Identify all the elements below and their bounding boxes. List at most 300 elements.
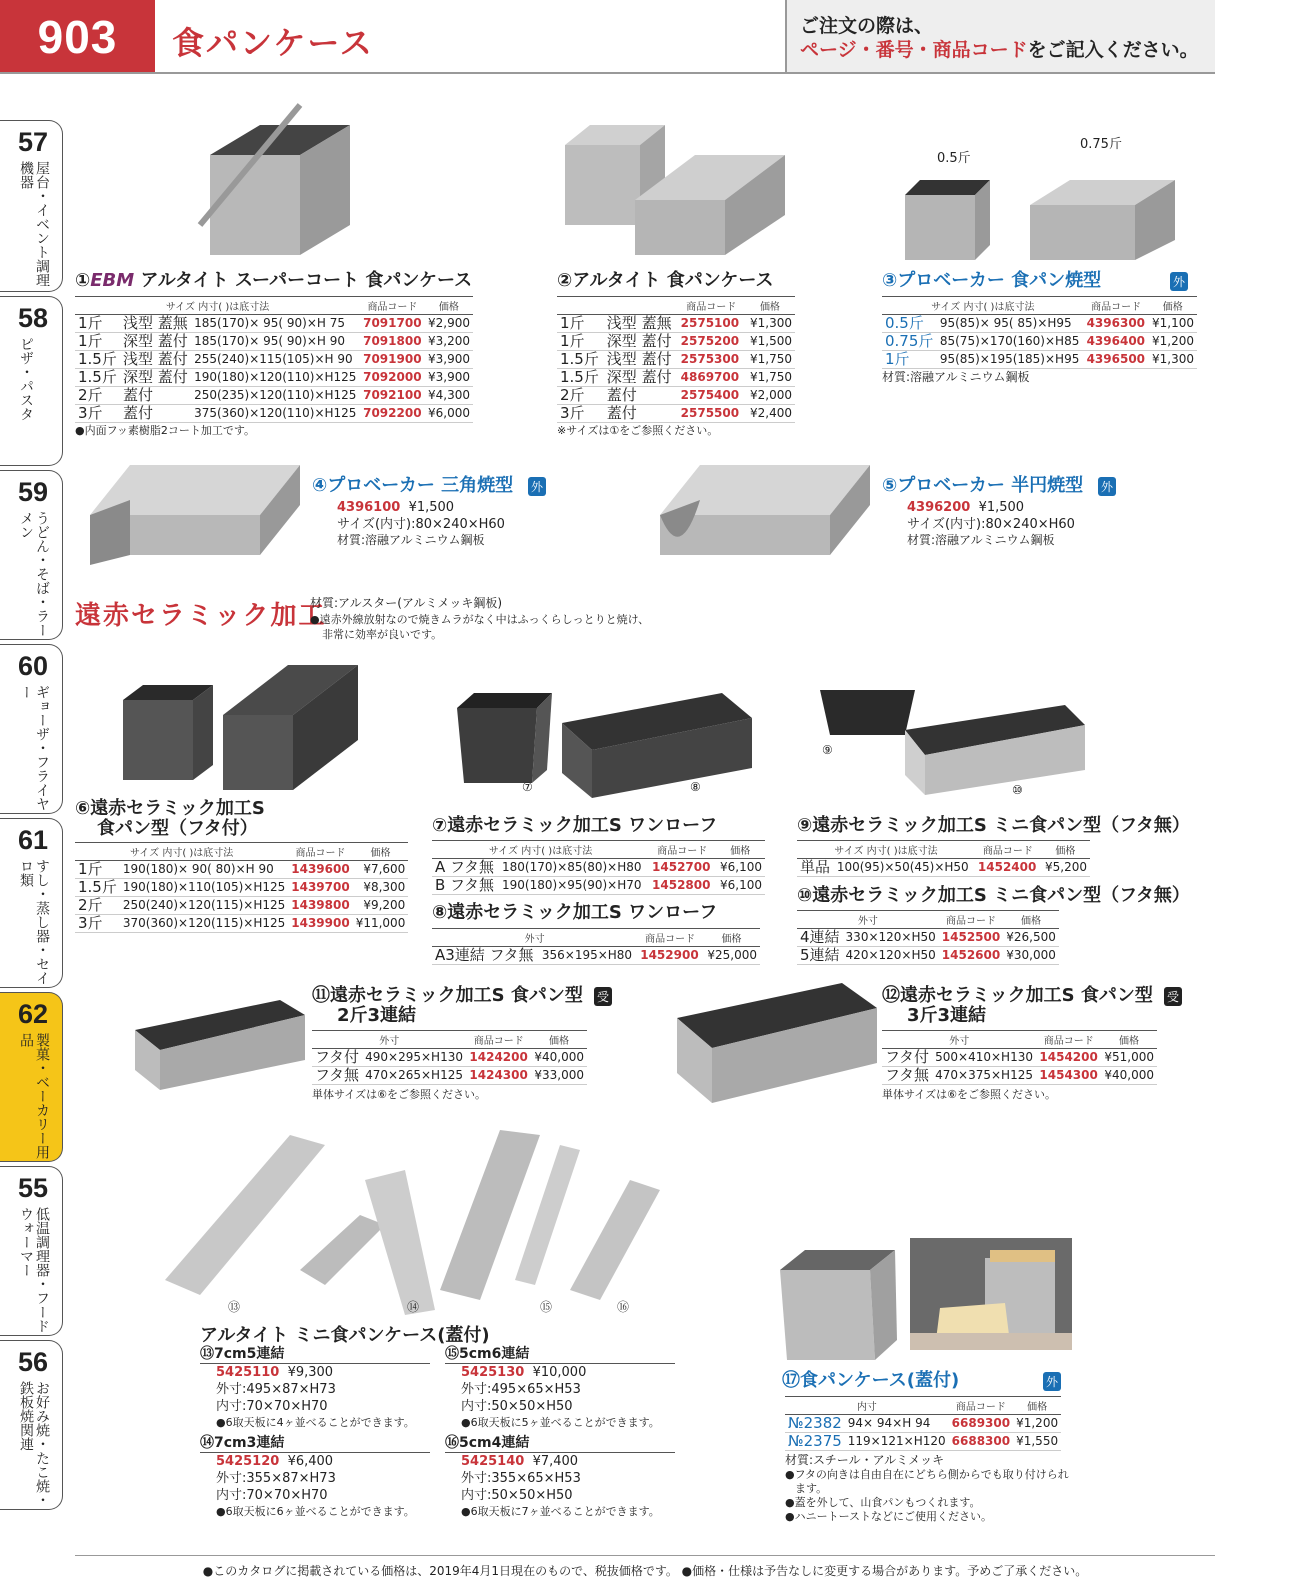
table-row <box>312 1067 587 1085</box>
table-row <box>557 387 795 405</box>
table-cell: 490×295×H130 <box>362 1049 466 1067</box>
table-row <box>557 351 795 369</box>
order-notice <box>785 0 1215 74</box>
table-cell: 浅型 蓋無 <box>120 315 191 333</box>
product-2-title: ②アルタイト 食パンケース <box>557 270 774 291</box>
mini-item-inner: 内寸:50×50×H50 <box>461 1399 573 1414</box>
table-row <box>432 859 765 877</box>
tab-number: 55 <box>18 1173 49 1203</box>
table-cell: 190(180)×95(90)×H70 <box>499 877 649 895</box>
mini-item-head: ⑭7cm3連結 <box>200 1435 430 1453</box>
product-17-table <box>785 1396 1061 1451</box>
page-number: 903 <box>0 0 155 74</box>
table-cell: 6689300 <box>949 1415 1013 1433</box>
table-cell: ¥1,100 <box>1149 315 1197 333</box>
table-cell: ¥11,000 <box>353 915 409 933</box>
table-cell: 1452800 <box>649 877 715 895</box>
table-row <box>75 333 473 351</box>
table-cell: 2575200 <box>678 333 745 351</box>
table-cell: 470×375×H125 <box>932 1067 1036 1085</box>
table-row <box>797 929 1059 947</box>
tab-label: ギョーザ・フライヤー <box>18 685 50 811</box>
table-cell: ¥1,300 <box>745 315 795 333</box>
p12-head-code: 商品コード <box>1036 1031 1101 1049</box>
table-cell: 浅型 蓋無 <box>604 315 678 333</box>
p1-head-size: サイズ 内寸( )は底寸法 <box>75 297 360 315</box>
p7-head-price: 価格 <box>715 841 765 859</box>
table-row <box>312 1049 587 1067</box>
table-cell: フタ無 <box>882 1067 932 1085</box>
product-1-title-pre: ① <box>75 270 91 291</box>
table-cell: 蓋付 <box>604 387 678 405</box>
table-cell: A3連結 フタ無 <box>432 947 539 965</box>
outlet-badge-icon: 外 <box>1043 1372 1061 1391</box>
table-row <box>75 879 408 897</box>
p8-body <box>432 947 760 965</box>
product-4-title: ④プロベーカー 三角焼型 <box>312 475 514 496</box>
product-11-note: 単体サイズは⑥をご参照ください。 <box>312 1088 486 1101</box>
table-cell: ¥30,000 <box>1003 947 1059 965</box>
tab-number: 57 <box>18 127 49 157</box>
product-1-title <box>75 270 472 292</box>
p12-body <box>882 1049 1157 1085</box>
p9-body <box>797 859 1090 877</box>
p11-head-size: 外寸 <box>312 1031 466 1049</box>
notice-divider <box>785 0 787 74</box>
table-cell: 深型 蓋付 <box>120 333 191 351</box>
product-11-title1: ⑪遠赤セラミック加工S 食パン型 <box>312 985 583 1006</box>
table-cell: 蓋付 <box>604 405 678 423</box>
mini-cases-image <box>160 1120 670 1320</box>
table-cell: 0.75斤 <box>882 333 937 351</box>
section-tab-61[interactable] <box>0 818 63 988</box>
table-cell: 7091900 <box>360 351 425 369</box>
p9-head-code: 商品コード <box>975 841 1041 859</box>
table-cell: 2斤 <box>557 387 604 405</box>
table-cell: ¥1,300 <box>1149 351 1197 369</box>
product-9-title: ⑨遠赤セラミック加工S ミニ食パン型（フタ無） <box>797 815 1190 836</box>
table-row <box>882 315 1197 333</box>
table-cell: ¥1,750 <box>745 369 795 387</box>
table-cell: 1.5斤 <box>75 351 120 369</box>
table-cell: 浅型 蓋付 <box>120 351 191 369</box>
product-6-title1: ⑥遠赤セラミック加工S <box>75 798 265 819</box>
product-2-note: ※サイズは①をご参照ください。 <box>557 424 719 437</box>
table-cell: ¥2,400 <box>745 405 795 423</box>
p4-size: サイズ(内寸):80×240×H60 <box>337 517 505 532</box>
product-2-table <box>557 296 795 423</box>
tab-number: 59 <box>18 477 49 507</box>
table-cell: ¥3,900 <box>425 351 473 369</box>
product-7-8-image <box>452 678 757 803</box>
table-row <box>557 315 795 333</box>
mini-title: アルタイト ミニ食パンケース(蓋付) <box>200 1325 490 1346</box>
table-cell: ¥8,300 <box>353 879 409 897</box>
mini-item-head: ⑬7cm5連結 <box>200 1346 430 1364</box>
table-cell: ¥7,600 <box>353 861 409 879</box>
p17-body <box>785 1415 1061 1451</box>
mini-item-price: ¥10,000 <box>532 1365 587 1380</box>
table-row <box>432 877 765 895</box>
table-cell: 7092100 <box>360 387 425 405</box>
product-3-title <box>882 270 1101 292</box>
table-cell: ¥33,000 <box>531 1067 587 1085</box>
table-cell: 2575500 <box>678 405 745 423</box>
p3-head-price: 価格 <box>1149 297 1197 315</box>
table-cell: 4396400 <box>1084 333 1149 351</box>
table-cell: 2575100 <box>678 315 745 333</box>
table-cell: 3斤 <box>75 405 120 423</box>
table-cell: フタ無 <box>312 1067 362 1085</box>
product-1-table <box>75 296 473 423</box>
table-row <box>75 351 473 369</box>
mini-item-inner: 内寸:70×70×H70 <box>216 1399 328 1414</box>
table-cell: ¥51,000 <box>1101 1049 1157 1067</box>
table-row <box>75 387 473 405</box>
table-cell: 95(85)×195(185)×H95 <box>937 351 1084 369</box>
product-5-image <box>655 455 875 570</box>
table-cell: 185(170)× 95( 90)×H 90 <box>191 333 360 351</box>
table-cell: 単品 <box>797 859 834 877</box>
mini-item-outer: 外寸:355×65×H53 <box>461 1471 581 1486</box>
p17-note-4: ●ハニートーストなどにご使用ください。 <box>785 1510 993 1523</box>
table-cell: 1439600 <box>288 861 352 879</box>
table-row <box>75 897 408 915</box>
product-2-image <box>555 95 795 265</box>
section-tab-59[interactable] <box>0 470 63 640</box>
product-11-image <box>130 990 310 1100</box>
section-tab-62[interactable] <box>0 992 63 1162</box>
p2-head-blank <box>557 297 678 315</box>
table-cell: 330×120×H50 <box>843 929 939 947</box>
section-tab-55[interactable] <box>0 1166 63 1336</box>
table-cell: 370(360)×120(115)×H125 <box>120 915 288 933</box>
table-row <box>557 333 795 351</box>
product-7-table <box>432 840 765 895</box>
ceramic-note1: ●遠赤外線放射なので焼きムラがなく中はふっくらしっとりと焼け、 <box>310 613 650 626</box>
tab-label: 製菓・ベーカリー用品 <box>18 1033 50 1159</box>
ceramic-material: 材質:アルスター(アルミメッキ鋼板) <box>310 596 503 610</box>
table-cell: 85(75)×170(160)×H85 <box>937 333 1084 351</box>
p3-body <box>882 315 1197 369</box>
p17-head-price: 価格 <box>1013 1397 1061 1415</box>
table-cell: 1452500 <box>939 929 1003 947</box>
label-7: ⑦ <box>522 780 533 794</box>
table-cell: ¥26,500 <box>1003 929 1059 947</box>
p17-note-3: ●蓋を外して、山食パンもつくれます。 <box>785 1496 981 1509</box>
product-11-table <box>312 1030 587 1085</box>
table-cell: ¥1,550 <box>1013 1433 1061 1451</box>
p9-head-price: 価格 <box>1041 841 1090 859</box>
table-cell: ¥1,500 <box>745 333 795 351</box>
table-cell: 119×121×H120 <box>845 1433 949 1451</box>
product-5-price-line <box>907 499 1024 516</box>
tab-label: すし・蒸し器・セイロ類 <box>18 859 50 985</box>
table-row <box>882 351 1197 369</box>
mini-item <box>445 1435 675 1519</box>
table-cell: 1452600 <box>939 947 1003 965</box>
p4-material: 材質:溶融アルミニウム鋼板 <box>337 533 485 547</box>
mini-item-note: ●6取天板に7ヶ並べることができます。 <box>461 1505 660 1518</box>
notice-line1: ご注文の際は、 <box>800 15 934 37</box>
product-4-price-line <box>337 499 454 516</box>
table-cell: 1.5斤 <box>75 879 120 897</box>
tab-number: 60 <box>18 651 49 681</box>
p3-head-size: サイズ 内寸( )は底寸法 <box>882 297 1084 315</box>
table-cell: 7091800 <box>360 333 425 351</box>
table-cell: 4396500 <box>1084 351 1149 369</box>
table-cell: 1454300 <box>1036 1067 1101 1085</box>
table-cell: 3斤 <box>557 405 604 423</box>
product-1-note: ●内面フッ素樹脂2コート加工です。 <box>75 424 255 437</box>
product-12-title2: 3斤3連結 <box>907 1005 987 1026</box>
mini-item <box>200 1346 430 1430</box>
p17-material: 材質:スチール・アルミメッキ <box>785 1453 945 1467</box>
table-cell: フタ付 <box>312 1049 362 1067</box>
mini-item-note: ●6取天板に6ヶ並べることができます。 <box>216 1505 415 1518</box>
table-row <box>882 1067 1157 1085</box>
section-tab-56[interactable] <box>0 1340 63 1510</box>
table-cell: 190(180)×110(105)×H125 <box>120 879 288 897</box>
product-3-image <box>895 165 1195 270</box>
table-cell: ¥3,900 <box>425 369 473 387</box>
product-17-title: ⑰食パンケース(蓋付) <box>782 1370 960 1391</box>
p10-head-price: 価格 <box>1003 911 1059 929</box>
p17-notes <box>785 1468 1069 1524</box>
tab-number: 62 <box>18 999 49 1029</box>
p8-head-price: 価格 <box>703 929 760 947</box>
p11-head-code: 商品コード <box>466 1031 531 1049</box>
table-cell: 4連結 <box>797 929 843 947</box>
table-cell: ¥40,000 <box>531 1049 587 1067</box>
table-row <box>797 947 1059 965</box>
mini-item-price: ¥7,400 <box>532 1454 579 1469</box>
page-title: 食パンケース <box>172 24 374 62</box>
mini-item-code: 5425130 <box>461 1365 525 1380</box>
table-cell: A フタ無 <box>432 859 499 877</box>
product-7-title: ⑦遠赤セラミック加工S ワンローフ <box>432 815 718 836</box>
table-cell: 深型 蓋付 <box>120 369 191 387</box>
product-10-table <box>797 910 1059 965</box>
table-cell: 2斤 <box>75 387 120 405</box>
table-cell: ¥6,000 <box>425 405 473 423</box>
section-tab-57[interactable] <box>0 120 63 292</box>
p12-head-size: 外寸 <box>882 1031 1036 1049</box>
table-cell: 1439700 <box>288 879 352 897</box>
table-row <box>882 333 1197 351</box>
product-3-material: 材質:溶融アルミニウム鋼板 <box>882 370 1030 384</box>
table-cell: 100(95)×50(45)×H50 <box>834 859 975 877</box>
p2-head-price: 価格 <box>745 297 795 315</box>
p5-size: サイズ(内寸):80×240×H60 <box>907 517 1075 532</box>
p8-head-code: 商品コード <box>637 929 703 947</box>
table-cell: 2斤 <box>75 897 120 915</box>
p1-body <box>75 315 473 423</box>
mini-item-outer: 外寸:355×87×H73 <box>216 1471 336 1486</box>
table-cell: 1斤 <box>557 315 604 333</box>
table-row <box>432 947 760 965</box>
table-cell: 深型 蓋付 <box>604 369 678 387</box>
p5-code: 4396200 <box>907 500 971 515</box>
table-cell: 1439900 <box>288 915 352 933</box>
p10-body <box>797 929 1059 965</box>
p2-head-code: 商品コード <box>678 297 745 315</box>
table-cell: 1.5斤 <box>557 369 604 387</box>
order-badge-icon: 受 <box>594 987 612 1006</box>
table-cell: 255(240)×115(105)×H 90 <box>191 351 360 369</box>
p17-head-size: 内寸 <box>785 1397 949 1415</box>
table-cell: 470×265×H125 <box>362 1067 466 1085</box>
p17-head-code: 商品コード <box>949 1397 1013 1415</box>
table-row <box>882 1049 1157 1067</box>
table-cell: 180(170)×85(80)×H80 <box>499 859 649 877</box>
ceramic-note2: 非常に効率が良いです。 <box>322 628 443 641</box>
p4-code: 4396100 <box>337 500 401 515</box>
table-cell: ¥1,200 <box>1013 1415 1061 1433</box>
tab-label: 屋台・イベント調理機器 <box>18 161 50 287</box>
product-12-note: 単体サイズは⑥をご参照ください。 <box>882 1088 1056 1101</box>
mini-item-price-line <box>445 1453 675 1470</box>
notice-rest: をご記入ください。 <box>1027 39 1199 61</box>
table-cell: 1斤 <box>882 351 937 369</box>
label-13: ⑬ <box>228 1300 241 1314</box>
table-cell: 7092000 <box>360 369 425 387</box>
table-cell: 185(170)× 95( 90)×H 75 <box>191 315 360 333</box>
p17-note-2: ます。 <box>795 1482 828 1495</box>
table-cell: ¥6,100 <box>715 877 765 895</box>
notice-line2 <box>800 38 1215 62</box>
p6-head-size: サイズ 内寸( )は底寸法 <box>75 843 288 861</box>
outlet-badge-icon: 外 <box>1098 477 1116 496</box>
p7-head-size: サイズ 内寸( )は底寸法 <box>432 841 649 859</box>
table-cell: B フタ無 <box>432 877 499 895</box>
table-cell: ¥4,300 <box>425 387 473 405</box>
table-row <box>75 915 408 933</box>
footer-note: ●このカタログに掲載されている価格は、2019年4月1日現在のもので、税抜価格です。 ●価格・仕様は予告なしに変更する場合があります。予めご了承ください。 <box>75 1555 1215 1579</box>
product-1-title-text: アルタイト スーパーコート 食パンケース <box>134 270 473 291</box>
p3-label-a: 0.5斤 <box>937 151 971 166</box>
table-cell: 1斤 <box>557 333 604 351</box>
mini-item-head: ⑮5cm6連結 <box>445 1346 675 1364</box>
product-8-table <box>432 928 760 965</box>
mini-item-note: ●6取天板に5ヶ並べることができます。 <box>461 1416 660 1429</box>
table-cell: 190(180)× 90( 80)×H 90 <box>120 861 288 879</box>
p3-head-code: 商品コード <box>1084 297 1149 315</box>
ceramic-heading: 遠赤セラミック加工 <box>75 601 327 631</box>
product-1-image <box>180 95 355 265</box>
table-cell: 1452700 <box>649 859 715 877</box>
table-cell: 6688300 <box>949 1433 1013 1451</box>
product-12-table <box>882 1030 1157 1085</box>
label-10: ⑩ <box>1012 783 1023 797</box>
tab-label: お好み焼・たこ焼・鉄板焼関連 <box>18 1381 50 1507</box>
product-3-table <box>882 296 1197 369</box>
p11-body <box>312 1049 587 1085</box>
p10-head-code: 商品コード <box>939 911 1003 929</box>
p5-material: 材質:溶融アルミニウム鋼板 <box>907 533 1055 547</box>
header-rule <box>0 72 1215 74</box>
ebm-brand: EBM <box>90 270 135 291</box>
table-cell: ¥3,200 <box>425 333 473 351</box>
p9-head-size: サイズ 内寸( )は底寸法 <box>797 841 975 859</box>
mini-item-price-line <box>200 1364 430 1381</box>
p12-head-price: 価格 <box>1101 1031 1157 1049</box>
product-6-image <box>118 655 368 795</box>
table-cell: 深型 蓋付 <box>604 333 678 351</box>
tab-number: 56 <box>18 1347 49 1377</box>
section-tab-60[interactable] <box>0 644 63 814</box>
table-cell: 250(235)×120(110)×H125 <box>191 387 360 405</box>
notice-red: ページ・番号・商品コード <box>800 39 1028 61</box>
product-6-title2: 食パン型（フタ付） <box>97 818 258 839</box>
table-cell: 2575300 <box>678 351 745 369</box>
product-12-image <box>672 978 882 1113</box>
table-cell: 浅型 蓋付 <box>604 351 678 369</box>
label-16: ⑯ <box>617 1300 630 1314</box>
mini-item-inner: 内寸:50×50×H50 <box>461 1488 573 1503</box>
p17-note-1: ●フタの向きは自由自在にどちら側からでも取り付けられ <box>785 1468 1069 1481</box>
table-row <box>75 315 473 333</box>
table-cell: ¥40,000 <box>1101 1067 1157 1085</box>
section-tab-58[interactable] <box>0 296 63 466</box>
p1-head-price: 価格 <box>425 297 473 315</box>
table-row <box>75 861 408 879</box>
table-cell: 1454200 <box>1036 1049 1101 1067</box>
mini-item <box>445 1346 675 1430</box>
table-cell: 250(240)×120(115)×H125 <box>120 897 288 915</box>
table-cell: 1439800 <box>288 897 352 915</box>
p2-body <box>557 315 795 423</box>
table-cell: 4869700 <box>678 369 745 387</box>
table-cell: 1斤 <box>75 315 120 333</box>
p4-price: ¥1,500 <box>408 500 455 515</box>
label-14: ⑭ <box>407 1300 420 1314</box>
table-cell: フタ付 <box>882 1049 932 1067</box>
mini-item-price: ¥6,400 <box>287 1454 334 1469</box>
product-17-image <box>775 1240 905 1365</box>
table-row <box>75 405 473 423</box>
table-cell: 500×410×H130 <box>932 1049 1036 1067</box>
outlet-badge-icon: 外 <box>528 477 546 496</box>
table-row <box>785 1433 1061 1451</box>
mini-item-price-line <box>200 1453 430 1470</box>
table-row <box>75 369 473 387</box>
table-cell: 1452900 <box>637 947 703 965</box>
table-cell: 0.5斤 <box>882 315 937 333</box>
mini-item-code: 5425140 <box>461 1454 525 1469</box>
product-12-title1: ⑫遠赤セラミック加工S 食パン型 <box>882 985 1153 1006</box>
table-cell: ¥5,200 <box>1041 859 1090 877</box>
table-cell: 1424200 <box>466 1049 531 1067</box>
p6-body <box>75 861 408 933</box>
mini-item <box>200 1435 430 1519</box>
p5-price: ¥1,500 <box>978 500 1025 515</box>
label-9: ⑨ <box>822 743 833 757</box>
mini-item-code: 5425110 <box>216 1365 280 1380</box>
table-cell: ¥25,000 <box>703 947 760 965</box>
table-cell: 420×120×H50 <box>843 947 939 965</box>
toast-photo <box>910 1238 1072 1350</box>
product-5-title: ⑤プロベーカー 半円焼型 <box>882 475 1084 496</box>
label-15: ⑮ <box>540 1300 553 1314</box>
product-6-table <box>75 842 408 933</box>
tab-label: ピザ・パスタ <box>18 337 34 421</box>
table-row <box>785 1415 1061 1433</box>
table-cell: ¥6,100 <box>715 859 765 877</box>
table-cell: 3斤 <box>75 915 120 933</box>
table-cell: 1斤 <box>75 861 120 879</box>
product-11-title2: 2斤3連結 <box>337 1005 417 1026</box>
